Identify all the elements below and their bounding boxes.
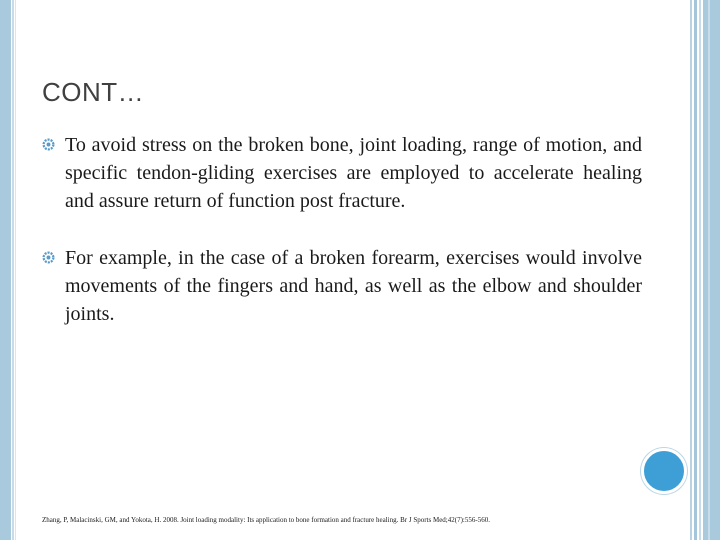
decorative-circle (641, 448, 687, 494)
left-border (0, 0, 11, 540)
left-border-stripe (12, 0, 14, 540)
bullet-text: To avoid stress on the broken bone, joint loading, range of motion, and specific tendon‐gliding exercises are employed to accelerate healing and assure return of function post fracture. (65, 134, 642, 212)
gear-bullet-icon (42, 138, 55, 151)
left-border-line (15, 0, 16, 540)
right-border-stripe (694, 0, 697, 540)
right-border (703, 0, 720, 540)
right-border-stripe (690, 0, 692, 540)
right-border-stripe (708, 0, 710, 540)
bullet-item (42, 131, 642, 215)
right-border-stripe (699, 0, 701, 540)
citation: Zhang, P, Malacinski, GM, and Yokota, H. 2008. Joint loading modality: Its application to bone formation and fracture healing. Br J Sports Med;42(7):556-560. (42, 516, 490, 524)
bullet-text: For example, in the case of a broken forearm, exercises would involve movements of the fingers and hand, as well as the elbow and shoulder joints. (65, 247, 642, 325)
bullet-list (42, 131, 642, 357)
slide-title: CONT… (42, 77, 145, 107)
bullet-item (42, 244, 642, 328)
gear-bullet-icon (42, 251, 55, 264)
